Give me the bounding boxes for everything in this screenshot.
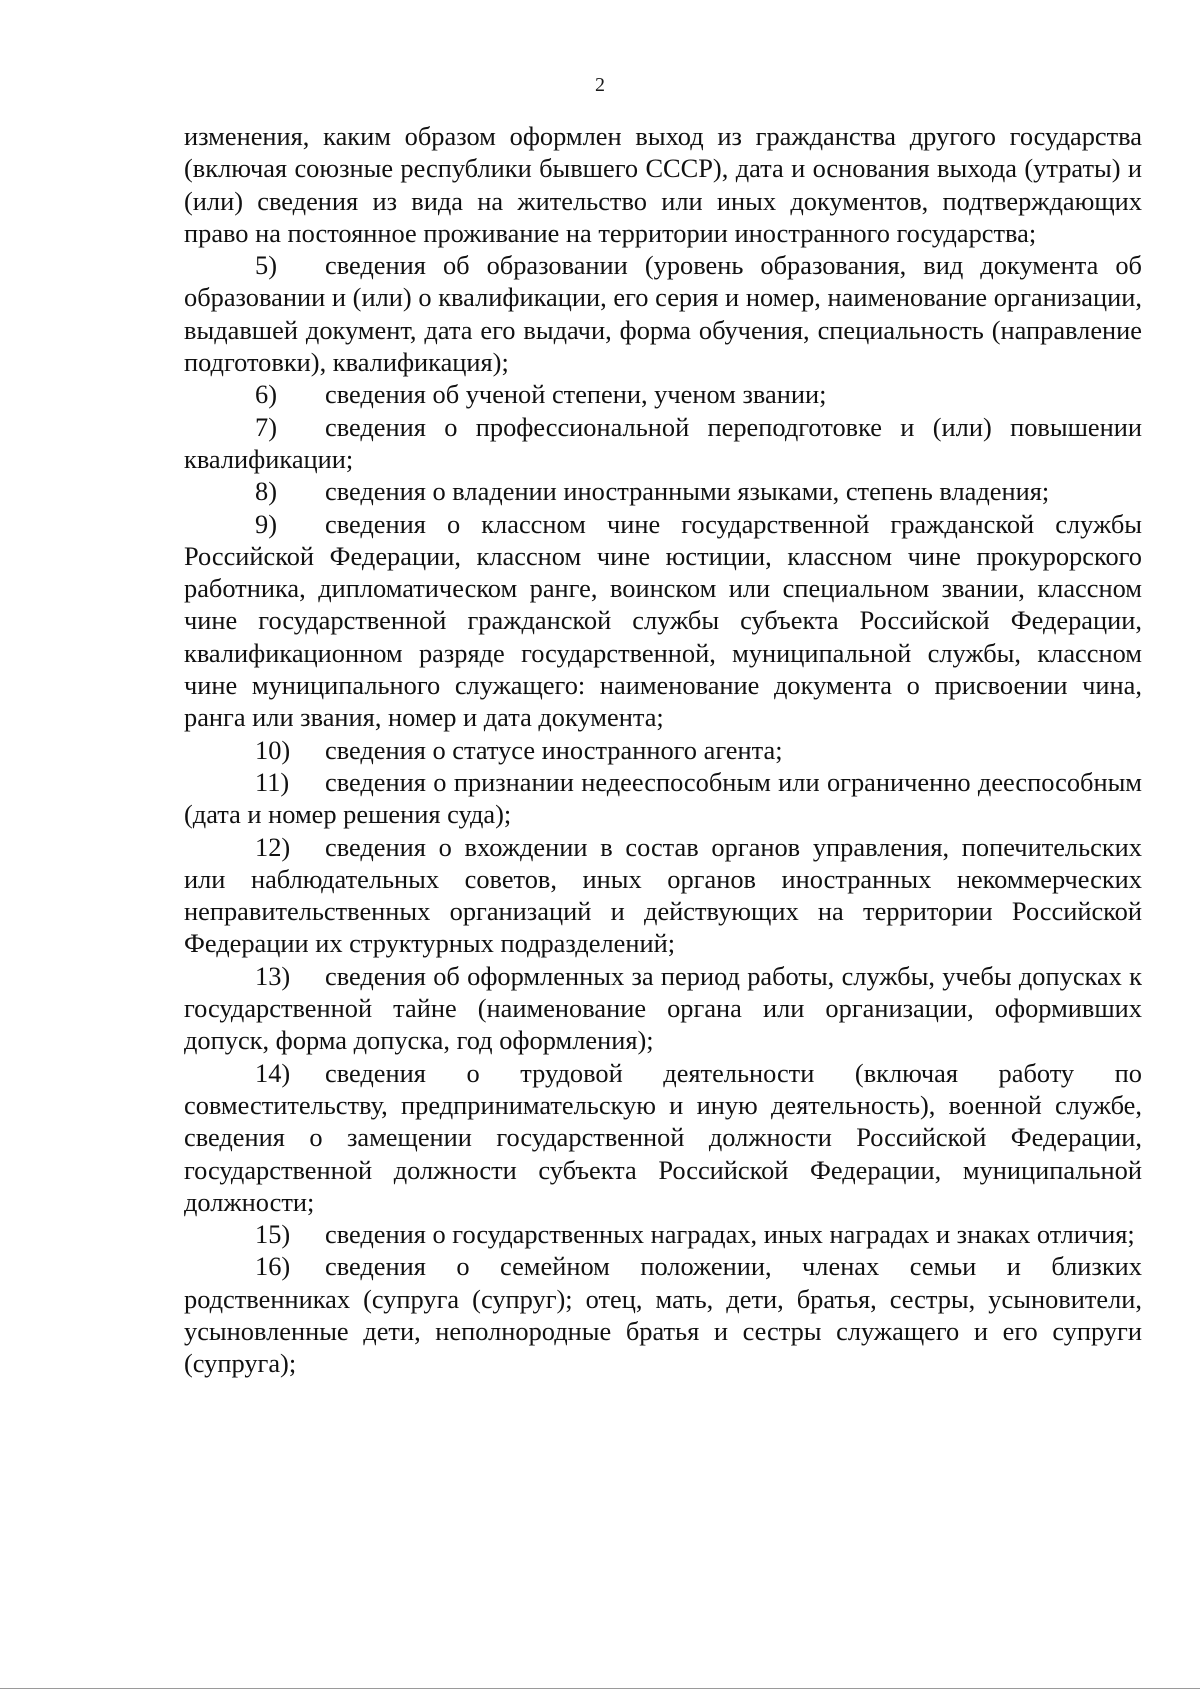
item-text: сведения о государственных наградах, иных наградах и знаках отличия; <box>325 1219 1135 1250</box>
item-text: сведения о трудовой деятельности (включая работу по совместительству, предпринимательскую и иную деятельность), военной службе, сведения о замещении государственной должности Российской Федерации, государственной должности субъекта Российской Федерации, муниципальной должности; <box>184 1057 1142 1217</box>
item-text: сведения об оформленных за период работы, службы, учебы допусках к государственной тайне (наименование органа или организации, оформивших допуск, форма допуска, год оформления); <box>184 960 1142 1056</box>
item-number: 12) <box>255 831 291 862</box>
list-item-7 <box>184 411 1142 476</box>
list-item-14 <box>184 1057 1142 1218</box>
list-item-5 <box>184 249 1142 378</box>
item-text: сведения о признании недееспособным или ограниченно дееспособным (дата и номер решения суда); <box>184 766 1142 830</box>
list-item-9 <box>184 508 1142 734</box>
item-number: 9) <box>255 508 277 539</box>
item-number: 5) <box>255 250 277 281</box>
item-number: 11) <box>255 766 290 797</box>
list-item-16 <box>184 1250 1142 1379</box>
list-item-12 <box>184 831 1142 960</box>
list-item-15 <box>184 1218 1142 1250</box>
item-text: сведения о статусе иностранного агента; <box>325 734 783 765</box>
page-number: 2 <box>595 74 605 96</box>
item-text: сведения о владении иностранными языками, степень владения; <box>325 476 1050 507</box>
scan-bottom-edge-line <box>0 1688 1200 1689</box>
item-number: 13) <box>255 960 291 991</box>
item-number: 16) <box>255 1251 291 1282</box>
list-item-6 <box>184 378 1142 410</box>
item-text: сведения о семейном положении, членах семьи и близких родственниках (супруга (супруг); отец, мать, дети, братья, сестры, усыновители, усыновленные дети, неполнородные братья и сестры служащего и его супруги (супруга); <box>184 1251 1142 1379</box>
item-number: 14) <box>255 1057 291 1088</box>
item-text: сведения о вхождении в состав органов управления, попечительских или наблюдательных советов, иных органов иностранных некоммерческих неправительственных организаций и действующих на территории Российской Федерации их структурных подразделений; <box>184 831 1142 959</box>
item-number: 8) <box>255 476 277 507</box>
document-body <box>184 120 1142 1380</box>
list-item-10 <box>184 734 1142 766</box>
list-item-8 <box>184 475 1142 507</box>
item-text: сведения о профессиональной переподготовке и (или) повышении квалификации; <box>184 411 1142 474</box>
item-number: 7) <box>255 411 277 442</box>
item-number: 10) <box>255 734 291 765</box>
paragraph-text: изменения, каким образом оформлен выход из гражданства другого государства (включая союзные республики бывшего СССР), дата и основания выхода (утраты) и (или) сведения из вида на жительство или иных документов, подтверждающих право на постоянное проживание на территории иностранного государства; <box>184 121 1142 248</box>
item-number: 6) <box>255 379 277 410</box>
item-number: 15) <box>255 1219 291 1250</box>
list-item-13 <box>184 960 1142 1057</box>
item-text: сведения об образовании (уровень образования, вид документа об образовании и (или) о квалификации, его серия и номер, наименование организации, выдавшей документ, дата его выдачи, форма обучения, специальность (направление подготовки), квалификация); <box>184 250 1142 378</box>
item-text: сведения о классном чине государственной гражданской службы Российской Федерации, классном чине юстиции, классном чине прокурорского работника, дипломатическом ранге, воинском или специальном звании, классном чине государственной гражданской службы субъекта Российской Федерации, квалификационном разряде государственной, муниципальной службы, классном чине муниципального служащего: наименование документа о присвоении чина, ранга или звания, номер и дата документа; <box>184 508 1142 733</box>
item-text: сведения об ученой степени, ученом звании; <box>325 379 827 410</box>
paragraph-continuation <box>184 120 1142 249</box>
list-item-11 <box>184 766 1142 831</box>
